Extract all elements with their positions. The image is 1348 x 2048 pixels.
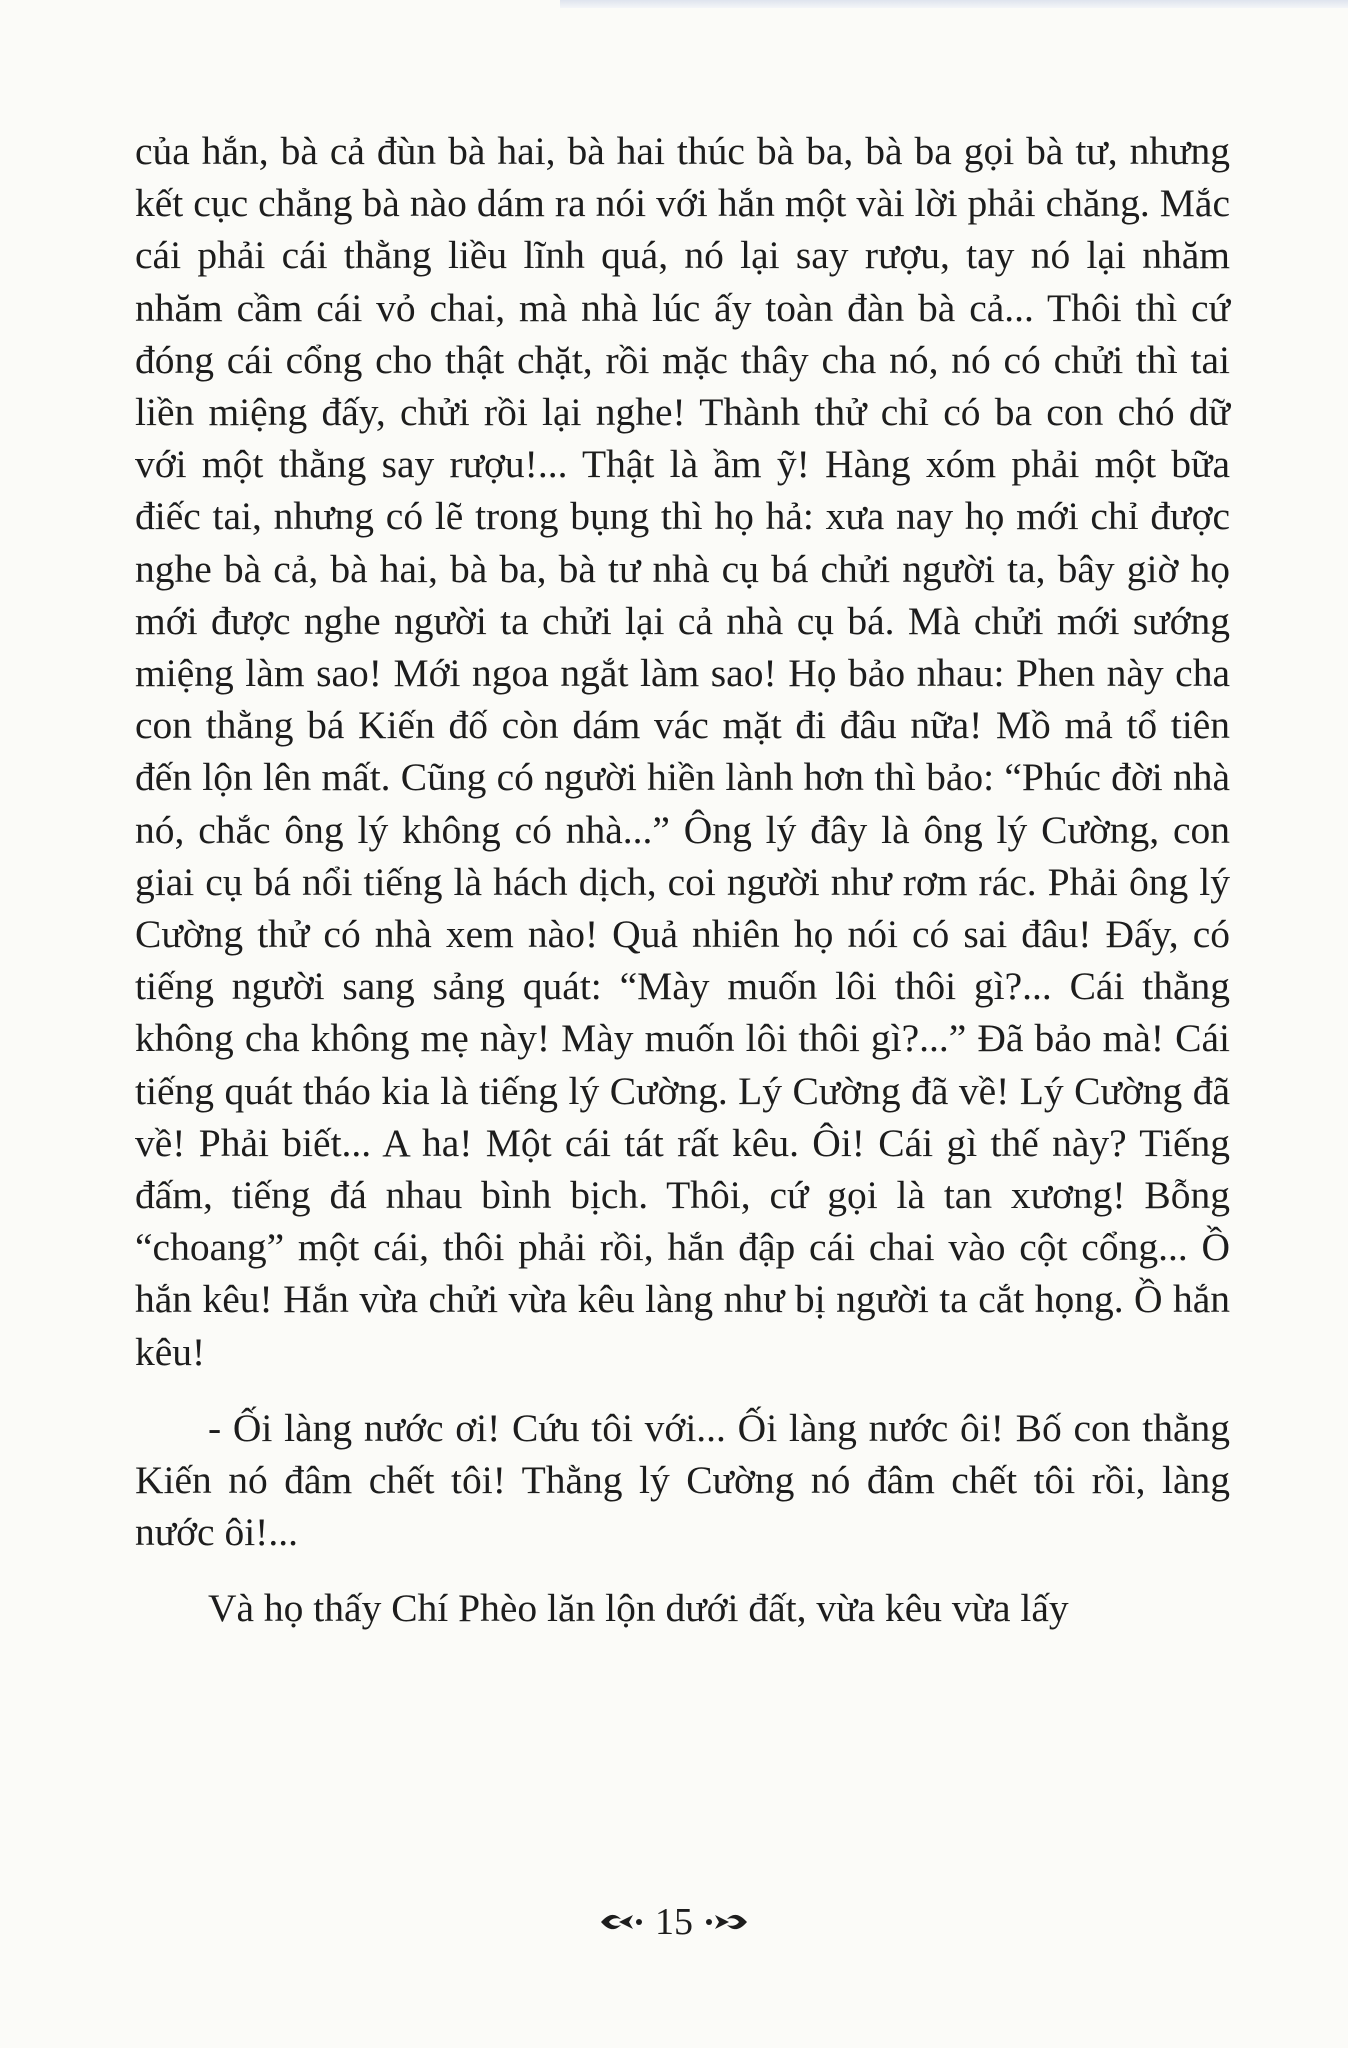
right-ornament-icon — [701, 1907, 749, 1937]
page-top-edge — [560, 0, 1348, 8]
paragraph-3: Và họ thấy Chí Phèo lăn lộn dưới đất, vừa kêu vừa lấy — [208, 1586, 1069, 1631]
left-ornament-icon — [599, 1907, 647, 1937]
body-text — [135, 125, 1230, 1635]
page-number: 15 — [655, 1901, 693, 1943]
page-footer — [0, 1900, 1348, 1944]
paragraph-2: - Ối làng nước ơi! Cứu tôi với... Ối làng nước ôi! Bố con thằng Kiến nó đâm chết tôi! Thằng lý Cường nó đâm chết tôi rồi, làng nước ôi!... — [135, 1405, 1230, 1555]
paragraph-1: của hắn, bà cả đùn bà hai, bà hai thúc bà ba, bà ba gọi bà tư, nhưng kết cục chẳng bà nào dám ra nói với hắn một vài lời phải chăng. Mắc cái phải cái thằng liều lĩnh quá, nó lại say rượu, tay nó lại nhăm nhăm cầm cái vỏ chai, mà nhà lúc ấy toàn đàn bà cả... Thôi thì cứ đóng cái cổng cho thật chặt, rồi mặc thây cha nó, nó có chửi thì tai liền miệng đấy, chửi rồi lại nghe! Thành thử chỉ có ba con chó dữ với một thằng say rượu!... Thật là ầm ỹ! Hàng xóm phải một bữa điếc tai, nhưng có lẽ trong bụng thì họ hả: xưa nay họ mới chỉ được nghe bà cả, bà hai, bà ba, bà tư nhà cụ bá chửi người ta, bây giờ họ mới được nghe người ta chửi lại cả nhà cụ bá. Mà chửi mới sướng miệng làm sao! Mới ngoa ngắt làm sao! Họ bảo nhau: Phen này cha con thằng bá Kiến đố còn dám vác mặt đi đâu nữa! Mồ mả tổ tiên đến lộn lên mất. Cũng có người hiền lành hơn thì bảo: “Phúc đời nhà nó, chắc ông lý không có nhà...” Ông lý đây là ông lý Cường, con giai cụ bá nổi tiếng là hách dịch, coi người như rơm rác. Phải ông lý Cường thử có nhà xem nào! Quả nhiên họ nói có sai đâu! Đấy, có tiếng người sang sảng quát: “Mày muốn lôi thôi gì?... Cái thằng không cha không mẹ này! Mày muốn lôi thôi gì?...” Đã bảo mà! Cái tiếng quát tháo kia là tiếng lý Cường. Lý Cường đã về! Lý Cường đã về! Phải biết... A ha! Một cái tát rất kêu. Ôi! Cái gì thế này? Tiếng đấm, tiếng đá nhau bình bịch. Thôi, cứ gọi là tan xương! Bỗng “choang” một cái, thôi phải rồi, hắn đập cái chai vào cột cổng... Ồ hắn kêu! Hắn vừa chửi vừa kêu làng như bị người ta cắt họng. Ồ hắn kêu! — [135, 129, 1230, 1374]
